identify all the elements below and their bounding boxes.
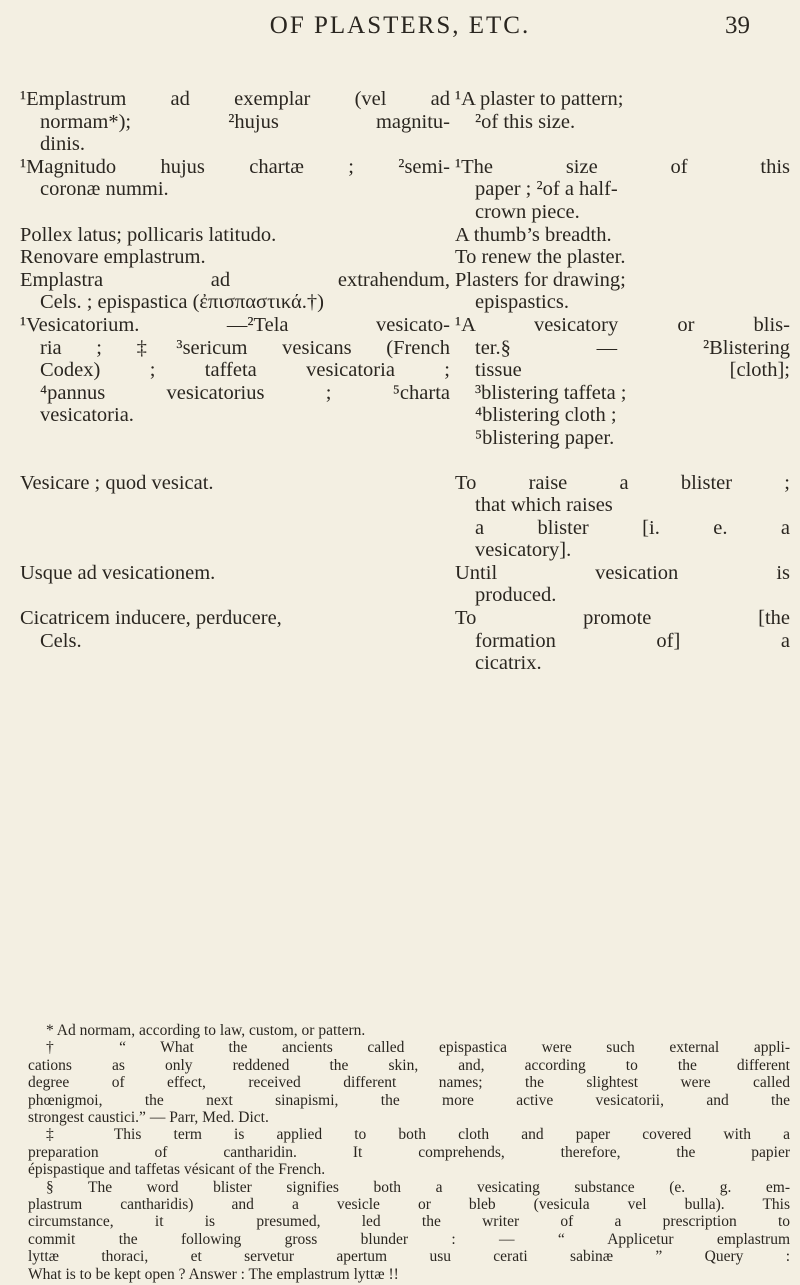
footnote-line: cations as only reddened the skin, and, according to the different — [28, 1056, 790, 1074]
footnote-line: circumstance, it is presumed, led the writer of a prescription to — [28, 1213, 790, 1231]
footnote-line: degree of effect, received different names; the slightest were called — [28, 1074, 790, 1092]
latin-text — [20, 472, 450, 495]
footnote-line: * Ad normam, according to law, custom, or pattern. — [46, 1022, 366, 1039]
entry-pollex — [20, 224, 790, 247]
footnote-line: phœnigmoi, the next sinapismi, the more active vesicatorii, and the — [28, 1091, 790, 1109]
entry-cicatricem — [20, 607, 790, 675]
footnote-epispastica — [20, 1039, 790, 1126]
english-line: produced. — [475, 584, 557, 607]
footnote-blister — [20, 1179, 790, 1283]
english-line: To raise a blister ; — [455, 471, 790, 494]
latin-line: Cels. — [40, 629, 82, 652]
english-line: ⁵blistering paper. — [475, 426, 615, 449]
footnote-line: What is to be kept open ? Answer : The emplastrum lyttæ !! — [28, 1265, 399, 1283]
latin-line: Usque ad vesicationem. — [20, 561, 216, 584]
english-line: ²of this size. — [475, 110, 576, 133]
english-line: Until vesication is — [455, 561, 790, 584]
latin-text — [20, 269, 450, 314]
english-line: epispastics. — [475, 291, 569, 314]
footnote-line: preparation of cantharidin. It comprehends, therefore, the papier — [28, 1143, 790, 1161]
english-text — [450, 88, 790, 133]
latin-line: ⁴pannus vesicatorius ; ⁵charta — [40, 381, 450, 404]
entry-magnitudo — [20, 156, 790, 224]
english-line: ¹A vesicatory or blis- — [455, 313, 790, 336]
footnote-line: commit the following gross blunder : — “ Applicetur emplastrum — [28, 1230, 790, 1248]
english-line: ¹A plaster to pattern; — [455, 88, 624, 110]
english-text — [450, 246, 790, 269]
page-number: 39 — [725, 12, 750, 39]
english-line: vesicatory]. — [475, 539, 572, 562]
footnote-line: strongest caustici.” — Parr, Med. Dict. — [28, 1109, 269, 1127]
english-line: a blister [i. e. a — [475, 516, 790, 539]
latin-text — [20, 607, 450, 652]
english-text — [450, 269, 790, 314]
english-line: To promote [the — [455, 607, 790, 630]
latin-text — [20, 314, 450, 427]
entry-emplastrum-exemplar — [20, 88, 790, 156]
latin-text — [20, 88, 450, 156]
latin-line: vesicatoria. — [40, 404, 134, 427]
english-line: A thumb’s breadth. — [455, 223, 612, 246]
english-line: ³blistering taffeta ; — [475, 381, 627, 404]
latin-line: Emplastra ad extrahendum, — [20, 268, 450, 291]
page-header — [0, 12, 800, 52]
english-text — [450, 562, 790, 607]
latin-line: ¹Magnitudo hujus chartæ ; ²semi- — [20, 155, 450, 178]
vocabulary-columns — [20, 88, 790, 675]
latin-text — [20, 156, 450, 201]
footnote-line: plastrum cantharidis) and a vesicle or bleb (vesicula vel bulla). This — [28, 1196, 790, 1214]
running-title: OF PLASTERS, ETC. — [269, 12, 531, 39]
latin-line: ¹Vesicatorium. —²Tela vesicato- — [20, 313, 450, 336]
latin-text — [20, 562, 450, 585]
footnote-term — [20, 1126, 790, 1178]
entry-renovare — [20, 246, 790, 269]
english-text — [450, 314, 790, 450]
english-line: ¹The size of this — [455, 155, 790, 178]
latin-line: ¹Emplastrum ad exemplar (vel ad — [20, 88, 450, 110]
english-text — [450, 472, 790, 562]
latin-line: normam*); ²hujus magnitu- — [40, 110, 450, 133]
english-text — [450, 607, 790, 675]
english-line: tissue [cloth]; — [475, 359, 790, 382]
latin-line: Cels. ; epispastica (ἐπισπαστικά.†) — [40, 291, 324, 314]
latin-line: ria ; ‡³sericum vesicans (French — [40, 336, 450, 359]
english-line: paper ; ²of a half- — [475, 178, 618, 201]
english-line: Plasters for drawing; — [455, 268, 626, 291]
latin-text — [20, 224, 450, 247]
entry-usque — [20, 562, 790, 607]
latin-line: Cicatricem inducere, perducere, — [20, 607, 282, 630]
english-line: ter.§ — ²Blistering — [475, 336, 790, 359]
english-text — [450, 156, 790, 224]
latin-line: Vesicare ; quod vesicat. — [20, 471, 214, 494]
english-line: cicatrix. — [475, 652, 542, 675]
entry-vesicare — [20, 472, 790, 562]
footnote-line: ‡ This term is applied to both cloth and paper covered with a — [46, 1126, 790, 1144]
english-text — [450, 224, 790, 247]
english-line: crown piece. — [475, 200, 580, 223]
footnote-ad-normam — [20, 1022, 790, 1039]
entry-emplastra-extrahendum — [20, 269, 790, 314]
latin-line: Renovare emplastrum. — [20, 246, 206, 269]
english-line: formation of] a — [475, 629, 790, 652]
footnote-line: † “ What the ancients called epispastica were such external appli- — [46, 1039, 790, 1057]
latin-line: coronæ nummi. — [40, 178, 169, 201]
footnote-line: lyttæ thoraci, et servetur apertum usu cerati sabinæ ” Query : — [28, 1248, 790, 1266]
footnote-line: § The word blister signifies both a vesicating substance (e. g. em- — [46, 1178, 790, 1196]
latin-line: Codex) ; taffeta vesicatoria ; — [40, 359, 450, 382]
latin-line: dinis. — [40, 133, 85, 156]
english-line: ⁴blistering cloth ; — [475, 404, 617, 427]
footnotes — [20, 1022, 790, 1283]
english-line: that which raises — [475, 494, 613, 517]
latin-text — [20, 246, 450, 269]
latin-line: Pollex latus; pollicaris latitudo. — [20, 223, 277, 246]
english-line: To renew the plaster. — [455, 246, 626, 269]
entry-vesicatorium — [20, 314, 790, 450]
footnote-line: épispastique and taffetas vésicant of the French. — [28, 1161, 326, 1179]
